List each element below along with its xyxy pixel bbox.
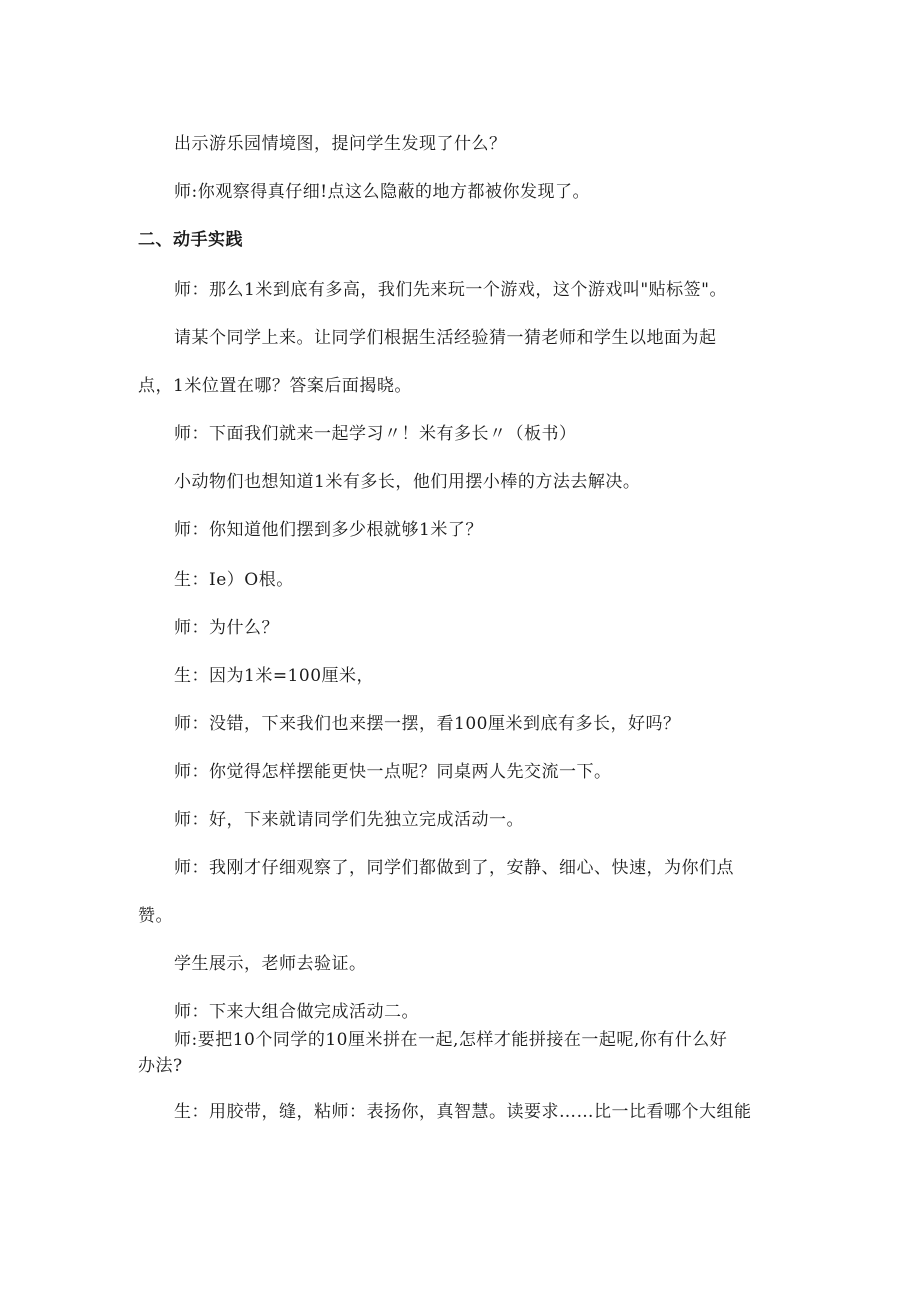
paragraph-tape: 生：用胶带，缝，粘师：表扬你，真智慧。读要求……比一比看哪个大组能	[174, 1102, 752, 1122]
paragraph-student-show: 学生展示，老师去验证。	[174, 954, 367, 974]
paragraph-observe-line2: 赞。	[138, 906, 173, 926]
paragraph-activity-one: 师：好，下来就请同学们先独立完成活动一。	[174, 810, 524, 830]
paragraph-combine-line2: 办法?	[138, 1056, 183, 1076]
paragraph-animals: 小动物们也想知道1米有多长，他们用摆小棒的方法去解决。	[174, 472, 641, 492]
section-heading: 二、动手实践	[138, 230, 243, 250]
paragraph-because: 生：因为1米=100厘米，	[174, 666, 375, 686]
paragraph-question-count: 师：你知道他们摆到多少根就够1米了？	[174, 520, 483, 540]
paragraph-intro: 出示游乐园情境图，提问学生发现了什么？	[174, 134, 507, 154]
paragraph-game: 师：那么1米到底有多高，我们先来玩一个游戏，这个游戏叫"贴标签"。	[174, 280, 727, 300]
paragraph-why: 师：为什么？	[174, 618, 279, 638]
paragraph-observe-line1: 师：我刚才仔细观察了，同学们都做到了，安静、细心、快速，为你们点	[174, 858, 734, 878]
paragraph-activity-two: 师：下来大组合做完成活动二。	[174, 1002, 419, 1022]
paragraph-faster: 师：你觉得怎样摆能更快一点呢？同桌两人先交流一下。	[174, 762, 612, 782]
paragraph-try: 师：没错，下来我们也来摆一摆，看100厘米到底有多长，好吗？	[174, 714, 681, 734]
paragraph-student-answer: 生：Ie）O根。	[174, 570, 294, 590]
paragraph-guess-line2: 点，1米位置在哪？答案后面揭晓。	[138, 376, 412, 396]
paragraph-teacher-praise: 师:你观察得真仔细!点这么隐蔽的地方都被你发现了。	[174, 182, 591, 202]
paragraph-board-title: 师：下面我们就来一起学习〃！米有多长〃（板书）	[174, 424, 577, 444]
paragraph-guess-line1: 请某个同学上来。让同学们根据生活经验猜一猜老师和学生以地面为起	[174, 328, 717, 348]
paragraph-combine-line1: 师:要把10个同学的10厘米拼在一起,怎样才能拼接在一起呢,你有什么好	[174, 1030, 728, 1050]
